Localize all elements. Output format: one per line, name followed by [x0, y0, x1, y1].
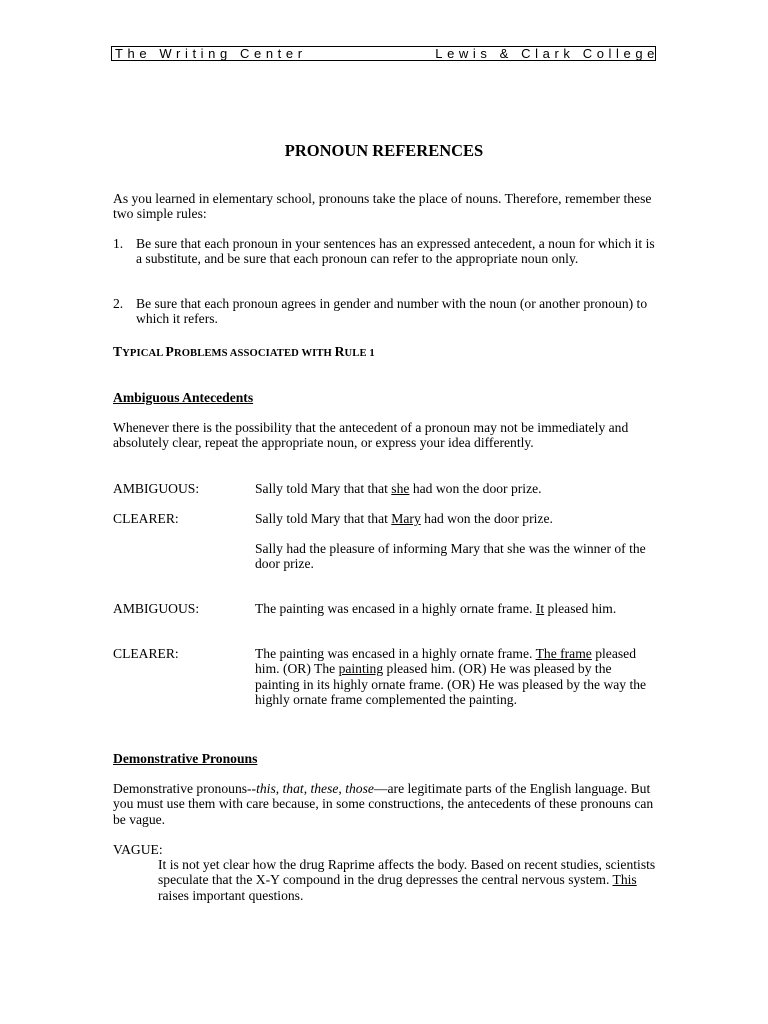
example-label: CLEARER:: [113, 646, 179, 661]
example-underlined: painting: [338, 661, 384, 677]
example-text: pleased him.: [544, 601, 617, 616]
header-institution-unit: The Writing Center: [115, 46, 307, 61]
section-heading-part: YPICAL: [122, 348, 166, 359]
italic-term: that: [282, 781, 304, 796]
subheading-ambiguous-antecedents: Ambiguous Antecedents: [113, 390, 254, 405]
example-text: had won the door prize.: [420, 511, 553, 526]
example-text: pleased him. (OR) The: [255, 646, 636, 677]
section-heading-part: ROBLEMS ASSOCIATED WITH: [173, 348, 335, 359]
example-sentence: [255, 646, 655, 708]
example-underlined: This: [612, 872, 637, 888]
italic-term: these: [310, 781, 339, 796]
example-underlined: The frame: [535, 646, 592, 661]
example-sentence: [255, 511, 655, 526]
italic-term: those: [345, 781, 374, 796]
example-sentence: [255, 601, 655, 616]
example-underlined: Mary: [391, 511, 421, 526]
paragraph-text: ,: [275, 781, 283, 796]
demonstrative-paragraph: [113, 781, 658, 827]
example-text: It is not yet clear how the drug Raprime affects the body. Based on recent studies, scientists speculate that the X-Y compound in the drug depresses the central nervous system.: [158, 857, 656, 888]
example-label: AMBIGUOUS:: [113, 481, 200, 496]
vague-example: [158, 857, 658, 903]
section-heading-part: P: [165, 344, 174, 359]
header-college-name: Lewis & Clark College: [435, 46, 659, 61]
page-title: PRONOUN REFERENCES: [284, 141, 484, 160]
page-header: [111, 46, 659, 61]
example-text: The painting was encased in a highly ornate frame.: [255, 646, 536, 661]
rule-1-number: 1.: [113, 236, 124, 251]
italic-term: this: [256, 781, 276, 796]
example-text: Sally told Mary that that: [255, 511, 392, 526]
example-sentence: Sally had the pleasure of informing Mary that she was the winner of the door prize.: [255, 541, 646, 572]
example-underlined: she: [391, 481, 410, 496]
example-underlined: It: [535, 601, 545, 616]
section-heading: [113, 344, 375, 361]
paragraph-text: ,: [303, 781, 311, 796]
section-heading-part: R: [334, 344, 345, 359]
example-text: raises important questions.: [158, 887, 304, 903]
example-text: Sally told Mary that that: [255, 481, 392, 496]
section-heading-part: ULE 1: [344, 348, 375, 359]
paragraph-text: ,: [338, 781, 346, 796]
intro-paragraph: As you learned in elementary school, pronouns take the place of nouns. Therefore, remember these two simple rules:: [113, 191, 652, 222]
rule-1-text: Be sure that each pronoun in your sentences has an expressed antecedent, a noun for which it is a substitute, and be sure that each pronoun can refer to the appropriate noun only.: [136, 236, 655, 267]
paragraph-text: Demonstrative pronouns--: [113, 781, 257, 796]
example-label: AMBIGUOUS:: [113, 601, 200, 616]
example-sentence: [255, 481, 655, 496]
section-heading-part: T: [113, 344, 123, 359]
example-label: CLEARER:: [113, 511, 179, 526]
ambiguous-paragraph: Whenever there is the possibility that the antecedent of a pronoun may not be immediately and absolutely clear, repeat the appropriate noun, or express your idea differently.: [113, 420, 629, 451]
paragraph-text: —are legitimate parts of the English language. But you must use them with care because, in some constructions, the antecedents of these pronouns can be vague.: [113, 781, 654, 827]
rule-2-number: 2.: [113, 296, 124, 311]
example-text: had won the door prize.: [409, 481, 542, 496]
example-text: The painting was encased in a highly ornate frame.: [255, 601, 536, 616]
rule-2-text: Be sure that each pronoun agrees in gender and number with the noun (or another pronoun) to which it refers.: [136, 296, 648, 327]
example-label: VAGUE:: [113, 842, 163, 857]
example-text: pleased him. (OR) He was pleased by the painting in its highly ornate frame. (OR) He was pleased by the way the highly ornate frame complemented the painting.: [255, 661, 647, 708]
subheading-demonstrative-pronouns: Demonstrative Pronouns: [113, 751, 258, 766]
